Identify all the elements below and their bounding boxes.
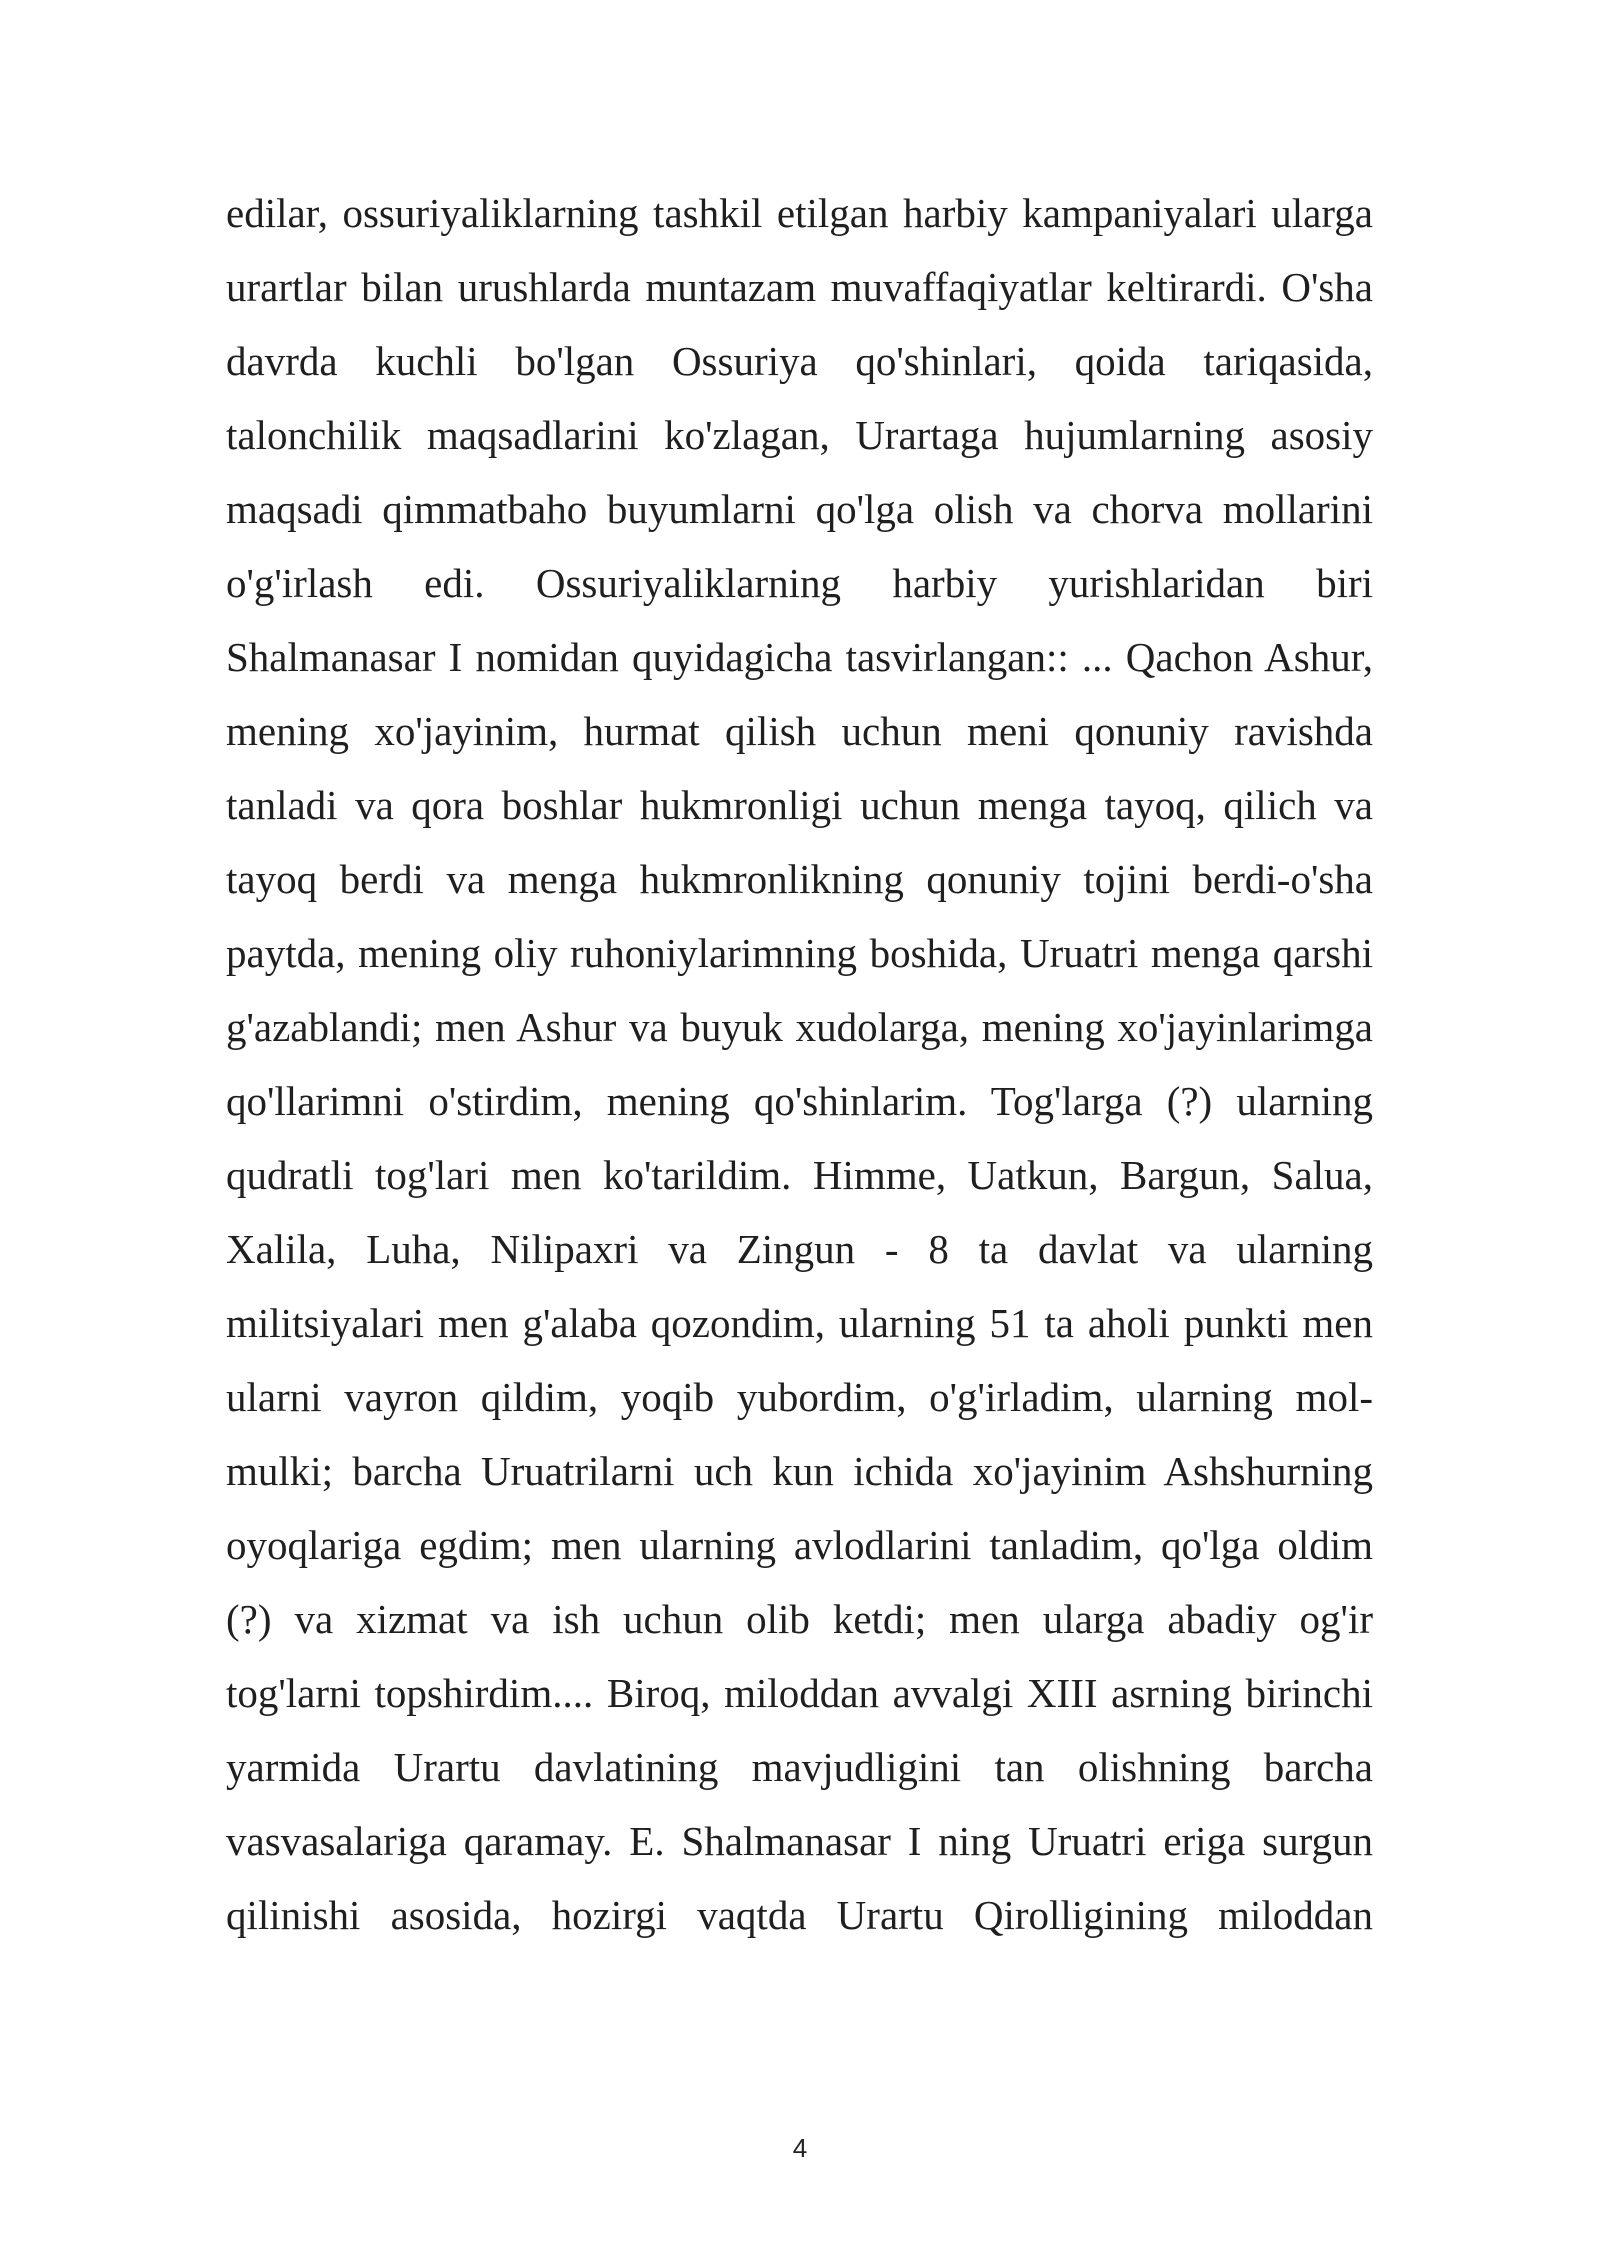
page-number: 4 — [792, 2133, 808, 2163]
body-paragraph: edilar, ossuriyaliklarning tashkil etilgan harbiy kampaniyalari ularga urartlar bilan urushlarda muntazam muvaffaqiyatlar keltirardi. O'sha davrda kuchli bo'lgan Ossuriya qo'shinlari, qoida tariqasida, talonchilik maqsadlarini ko'zlagan, Urartaga hujumlarning asosiy maqsadi qimmatbaho buyumlarni qo'lga olish va chorva mollarini o'g'irlash edi. Ossuriyaliklarning harbiy yurishlaridan biri Shalmanasar I nomidan quyidagicha tasvirlangan:: ... Qachon Ashur, mening xo'jayinim, hurmat qilish uchun meni qonuniy ravishda tanladi va qora boshlar hukmronligi uchun menga tayoq, qilich va tayoq berdi va menga hukmronlikning qonuniy tojini berdi-o'sha paytda, mening oliy ruhoniylarimning boshida, Uruatri menga qarshi g'azablandi; men Ashur va buyuk xudolarga, mening xo'jayinlarimga qo'llarimni o'stirdim, mening qo'shinlarim. Tog'larga (?) ularning qudratli tog'lari men ko'tarildim. Himme, Uatkun, Bargun, Salua, Xalila, Luha, Nilipaxri va Zingun - 8 ta davlat va ularning militsiyalari men g'alaba qozondim, ularning 51 ta aholi punkti men ularni vayron qildim, yoqib yubordim, o'g'irladim, ularning mol-mulki; barcha Uruatrilarni uch kun ichida xo'jayinim Ashshurning oyoqlariga egdim; men ularning avlodlarini tanladim, qo'lga oldim (?) va xizmat va ish uchun olib ketdi; men ularga abadiy og'ir tog'larni topshirdim.... Biroq, miloddan avvalgi XIII asrning birinchi yarmida Urartu davlatining mavjudligini tan olishning barcha vasvasalariga qaramay. E. Shalmanasar I ning Uruatri eriga surgun qilinishi asosida, hozirgi vaqtda Urartu Qirolligining miloddan — [226, 190, 1373, 1938]
